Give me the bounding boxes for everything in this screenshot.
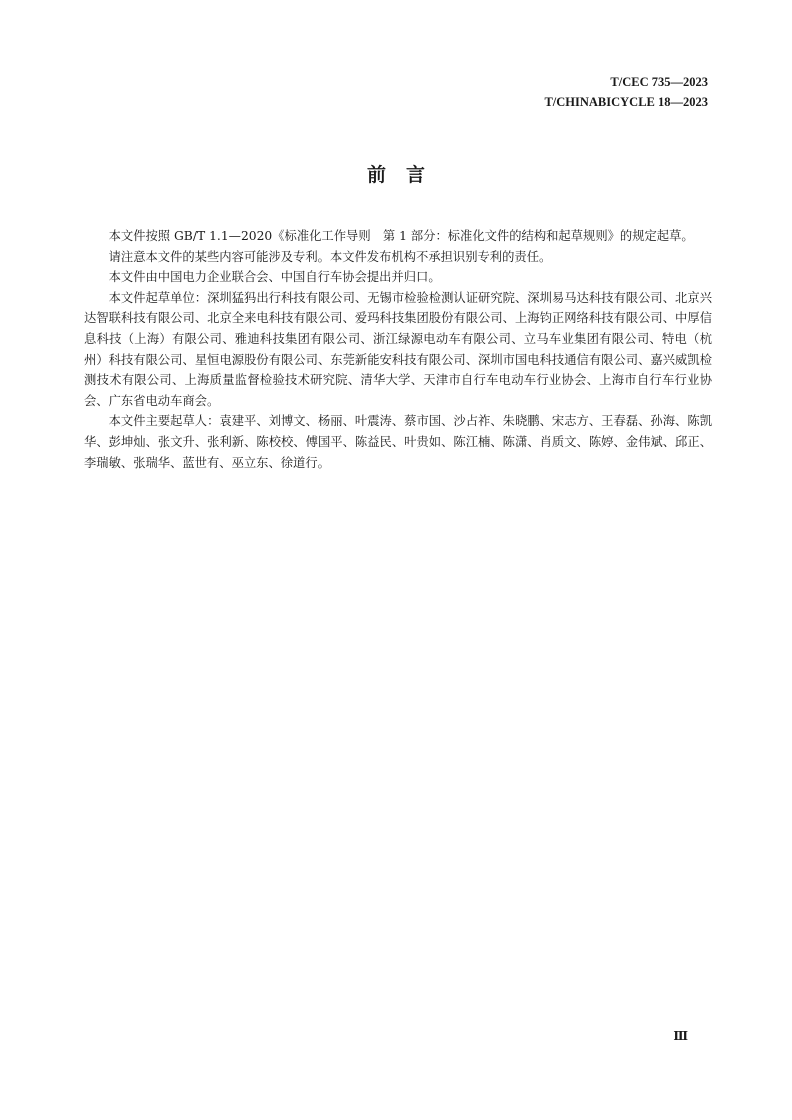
paragraph-proposer: 本文件由中国电力企业联合会、中国自行车协会提出并归口。 [108, 270, 441, 285]
paragraph-drafting-units: 本文件起草单位：深圳猛犸出行科技有限公司、无锡市检验检测认证研究院、深圳易马达科技有限公司、北京兴达智联科技有限公司、北京全来电科技有限公司、爱玛科技集团股份有限公司、上海钧正网络科技有限公司、中厚信息科技（上海）有限公司、雅迪科技集团有限公司、浙江绿源电动车有限公司、立马车业集团有限公司、特电（杭州）科技有限公司、星恒电源股份有限公司、东莞新能安科技有限公司、深圳市国电科技通信有限公司、嘉兴威凯检测技术有限公司、上海质量监督检验技术研究院、清华大学、天津市自行车电动车行业协会、上海市自行车行业协会、广东省电动车商会。 [84, 290, 712, 408]
standard-code-chinabicycle: T/CHINABICYCLE 18—2023 [544, 95, 708, 109]
paragraph-drafting-rules: 本文件按照 GB/T 1.1—2020《标准化工作导则 第 1 部分：标准化文件的结构和起草规则》的规定起草。 [108, 229, 694, 243]
standard-codes [544, 72, 708, 112]
page-number: Ⅲ [673, 1029, 688, 1043]
foreword-body [84, 226, 712, 473]
paragraph-drafters: 本文件主要起草人：袁建平、刘博文、杨丽、叶震涛、蔡市国、沙占祚、朱晓鹏、宋志方、王春磊、孙海、陈凯华、彭坤灿、张文升、张利新、陈校校、傅国平、陈益民、叶贵如、陈江楠、陈潇、肖质文、陈婷、金伟斌、邱正、李瑞敏、张瑞华、蓝世有、巫立东、徐道行。 [84, 414, 712, 470]
standard-code-cec: T/CEC 735—2023 [610, 75, 708, 89]
paragraph-patent-notice: 请注意本文件的某些内容可能涉及专利。本文件发布机构不承担识别专利的责任。 [108, 249, 552, 264]
page-title: 前言 [366, 164, 445, 186]
